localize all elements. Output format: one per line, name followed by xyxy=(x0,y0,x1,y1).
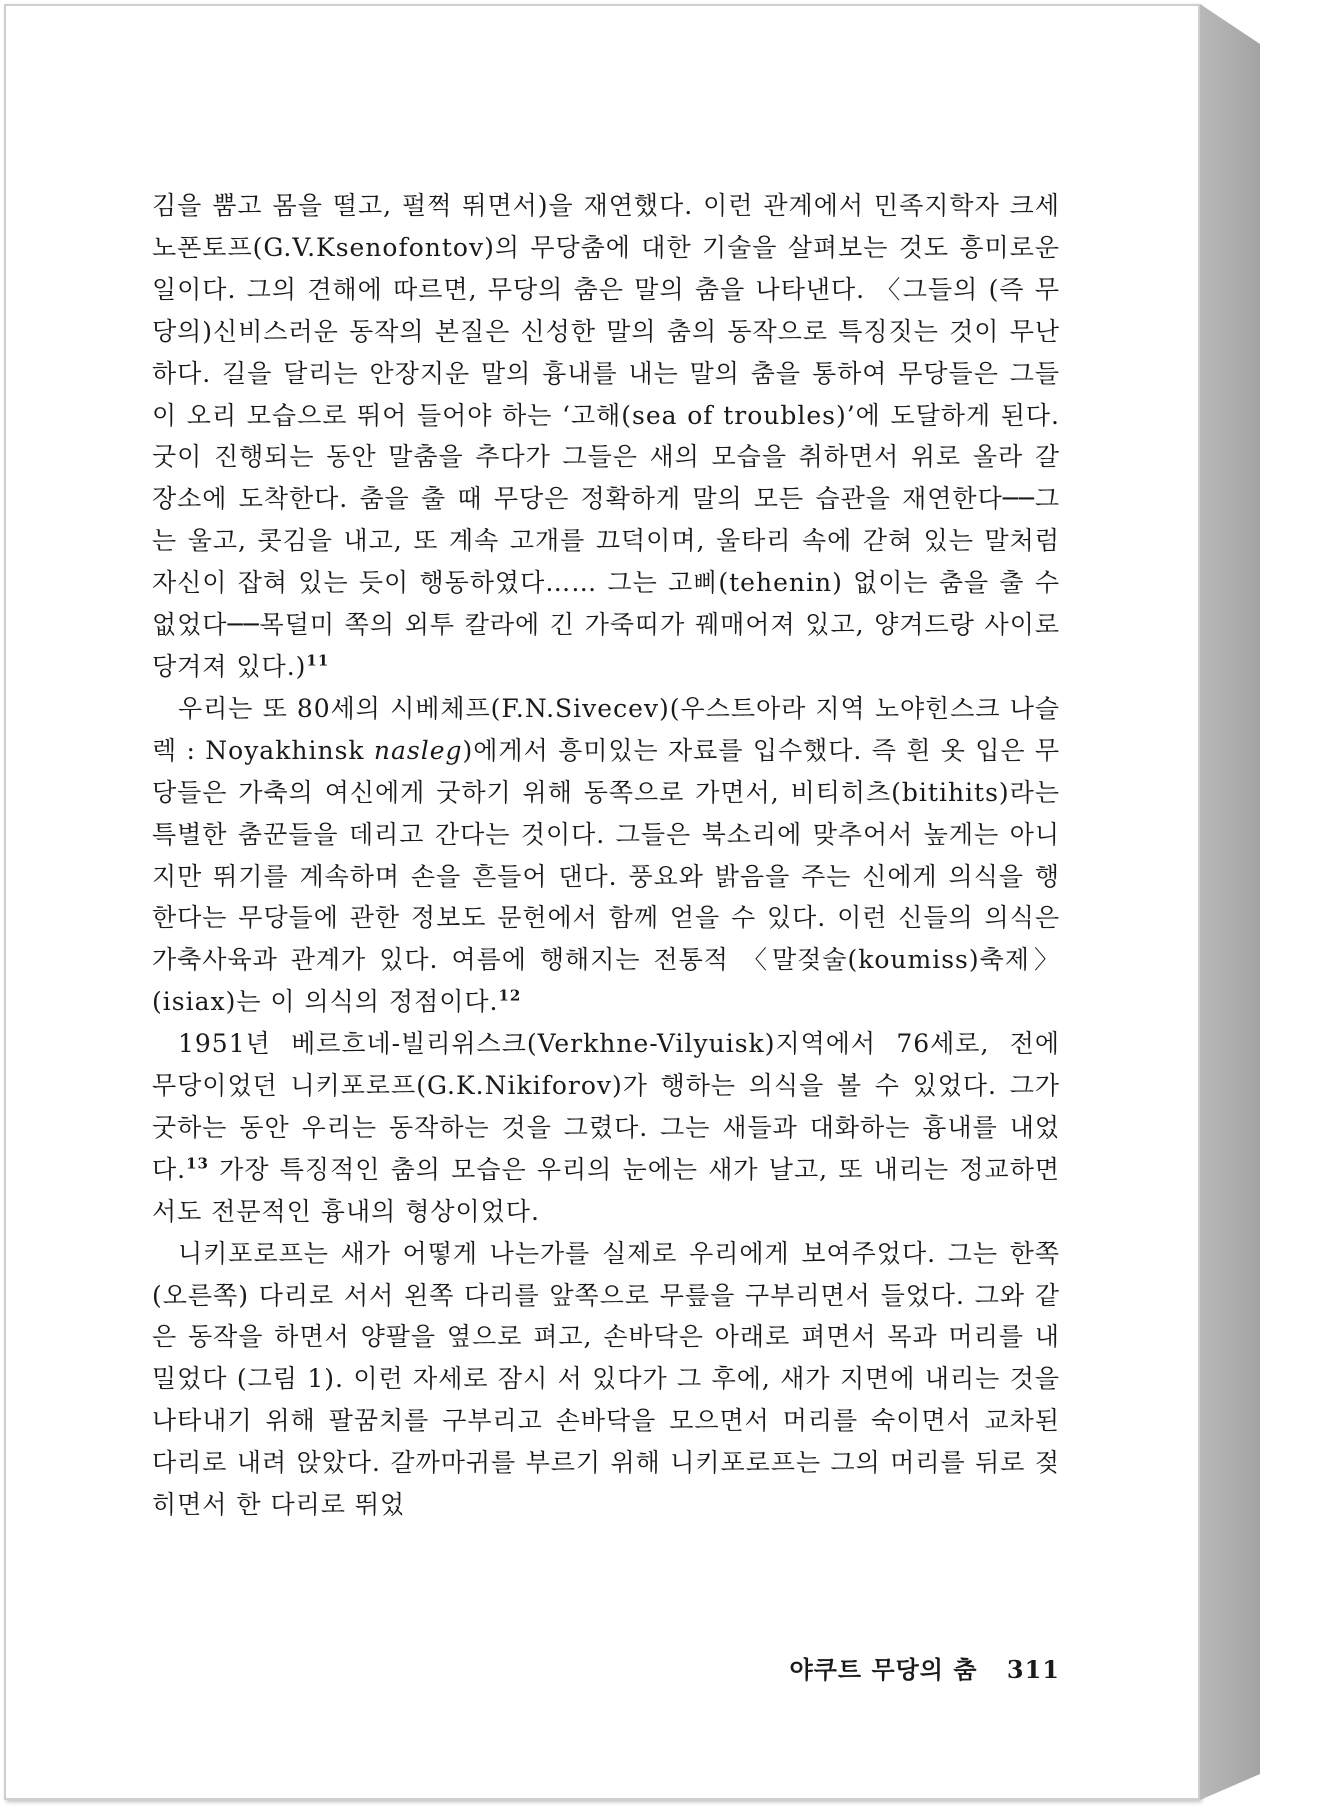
body-text xyxy=(152,185,1060,1526)
paragraph xyxy=(152,1023,1060,1233)
text-run: 1951년 베르흐네-빌리위스크(Verkhne-Vilyuisk)지역에서 76세로, 전에 무당이었던 니키포로프(G.K.Nikiforov)가 행하는 의식을 볼 수 있었다. 그가 굿하는 동안 우리는 동작하는 것을 그렸다. 그는 새들과 대화하는 흉내를 내었다. xyxy=(152,1029,1060,1184)
text-run: 우리는 또 80세의 시베체프(F.N.Sivecev)(우스트아라 지역 노야힌스크 나슬렉 : Noyakhinsk xyxy=(152,693,1060,765)
running-title: 야쿠트 무당의 춤 xyxy=(789,1655,978,1684)
page-number: 311 xyxy=(1006,1655,1060,1684)
text-run: 김을 뿜고 몸을 떨고, 펄쩍 뛰면서)을 재연했다. 이런 관계에서 민족지학자 크세노폰토프(G.V.Ksenofontov)의 무당춤에 대한 기술을 살펴보는 것도 흥미로운 일이다. 그의 견해에 따르면, 무당의 춤은 말의 춤을 나타낸다. 〈그들의 (즉 무당의)신비스러운 동작의 본질은 신성한 말의 춤의 동작으로 특징짓는 것이 무난하다. 길을 달리는 안장지운 말의 흉내를 내는 말의 춤을 통하여 무당들은 그들이 오리 모습으로 뛰어 들어야 하는 ‘고해(sea of troubles)’에 도달하게 된다. 굿이 진행되는 동안 말춤을 추다가 그들은 새의 모습을 취하면서 위로 올라 갈 장소에 도착한다. 춤을 출 때 무당은 정확하게 말의 모든 습관을 재연한다──그는 울고, 콧김을 내고, 또 계속 고개를 끄덕이며, 울타리 속에 갇혀 있는 말처럼 자신이 잡혀 있는 듯이 행동하였다…… 그는 고삐(tehenin) 없이는 춤을 출 수 없었다──목덜미 쪽의 외투 칼라에 긴 가죽띠가 꿰매어져 있고, 양겨드랑 사이로 당겨져 있다.) xyxy=(152,191,1060,681)
italic-term: nasleg xyxy=(373,735,463,765)
paragraph xyxy=(152,1233,1060,1526)
footnote-marker: 12 xyxy=(498,986,522,1005)
running-footer xyxy=(760,1650,1060,1685)
text-run: 가장 특징적인 춤의 모습은 우리의 눈에는 새가 날고, 또 내리는 정교하면서도 전문적인 흉내의 형상이었다. xyxy=(152,1154,1060,1226)
paragraph xyxy=(152,185,1060,688)
page-stack-edge xyxy=(1200,4,1260,1800)
paragraph xyxy=(152,688,1060,1023)
text-run: 니키포로프는 새가 어떻게 나는가를 실제로 우리에게 보여주었다. 그는 한쪽(오른쪽) 다리로 서서 왼쪽 다리를 앞쪽으로 무릎을 구부리면서 들었다. 그와 같은 동작을 하면서 양팔을 옆으로 펴고, 손바닥은 아래로 펴면서 목과 머리를 내밀었다 (그림 1). 이런 자세로 잠시 서 있다가 그 후에, 새가 지면에 내리는 것을 나타내기 위해 팔꿈치를 구부리고 손바닥을 모으면서 머리를 숙이면서 교차된 다리로 내려 앉았다. 갈까마귀를 부르기 위해 니키포로프는 그의 머리를 뒤로 젖히면서 한 다리로 뛰었 xyxy=(152,1238,1060,1520)
footnote-marker: 13 xyxy=(186,1154,209,1173)
text-run: )에게서 흥미있는 자료를 입수했다. 즉 흰 옷 입은 무당들은 가축의 여신에게 굿하기 위해 동쪽으로 가면서, 비티히츠(bitihits)라는 특별한 춤꾼들을 데리고 간다는 것이다. 그들은 북소리에 맞추어서 높게는 아니지만 뛰기를 계속하며 손을 흔들어 댄다. 풍요와 밝음을 주는 신에게 의식을 행한다는 무당들에 관한 정보도 문헌에서 함께 얻을 수 있다. 이런 신들의 의식은 가축사육과 관계가 있다. 여름에 행해지는 전통적 〈말젖술(koumiss)축제〉(isiax)는 이 의식의 정점이다. xyxy=(152,735,1060,1017)
footnote-marker: 11 xyxy=(306,651,330,670)
